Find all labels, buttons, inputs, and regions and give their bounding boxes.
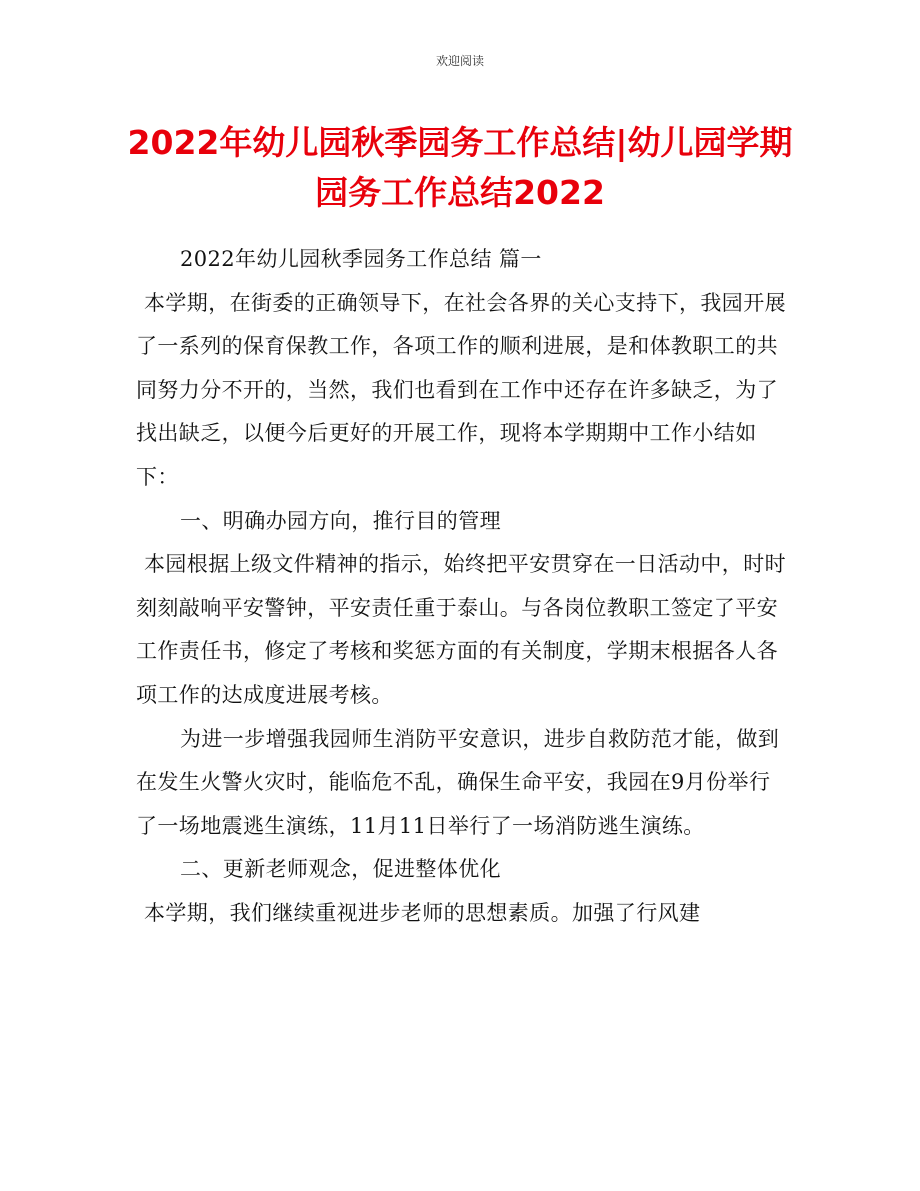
document-body	[136, 238, 786, 936]
header-note: 欢迎阅读	[435, 54, 484, 68]
document-title: 2022年幼儿园秋季园务工作总结|幼儿园学期园务工作总结2022	[127, 123, 793, 212]
paragraph: 本学期，在街委的正确领导下，在社会各界的关心支持下，我园开展了一系列的保育保教工作，各项工作的顺利进展，是和体教职工的共同努力分不开的，当然，我们也看到在工作中还存在许多缺乏，为了找出缺乏，以便今后更好的开展工作，现将本学期期中工作小结如下：	[136, 290, 786, 489]
paragraph: 为进一步增强我园师生消防平安意识，进步自救防范才能，做到在发生火警火灾时，能临危不乱，确保生命平安，我园在9月份举行了一场地震逃生演练，11月11日举行了一场消防逃生演练。	[136, 726, 780, 838]
section-heading: 二、更新老师观念，促进整体优化	[180, 857, 501, 882]
paragraph: 本园根据上级文件精神的指示，始终把平安贯穿在一日活动中，时时刻刻敲响平安警钟，平安责任重于泰山。与各岗位教职工签定了平安工作责任书，修定了考核和奖惩方面的有关制度，学期末根据各人各项工作的达成度进展考核。	[136, 552, 786, 707]
paragraph: 本学期，我们继续重视进步老师的思想素质。加强了行风建	[144, 900, 701, 925]
section-heading: 一、明确办园方向，推行目的管理	[180, 508, 501, 533]
section-title: 2022年幼儿园秋季园务工作总结 篇一	[180, 247, 542, 271]
